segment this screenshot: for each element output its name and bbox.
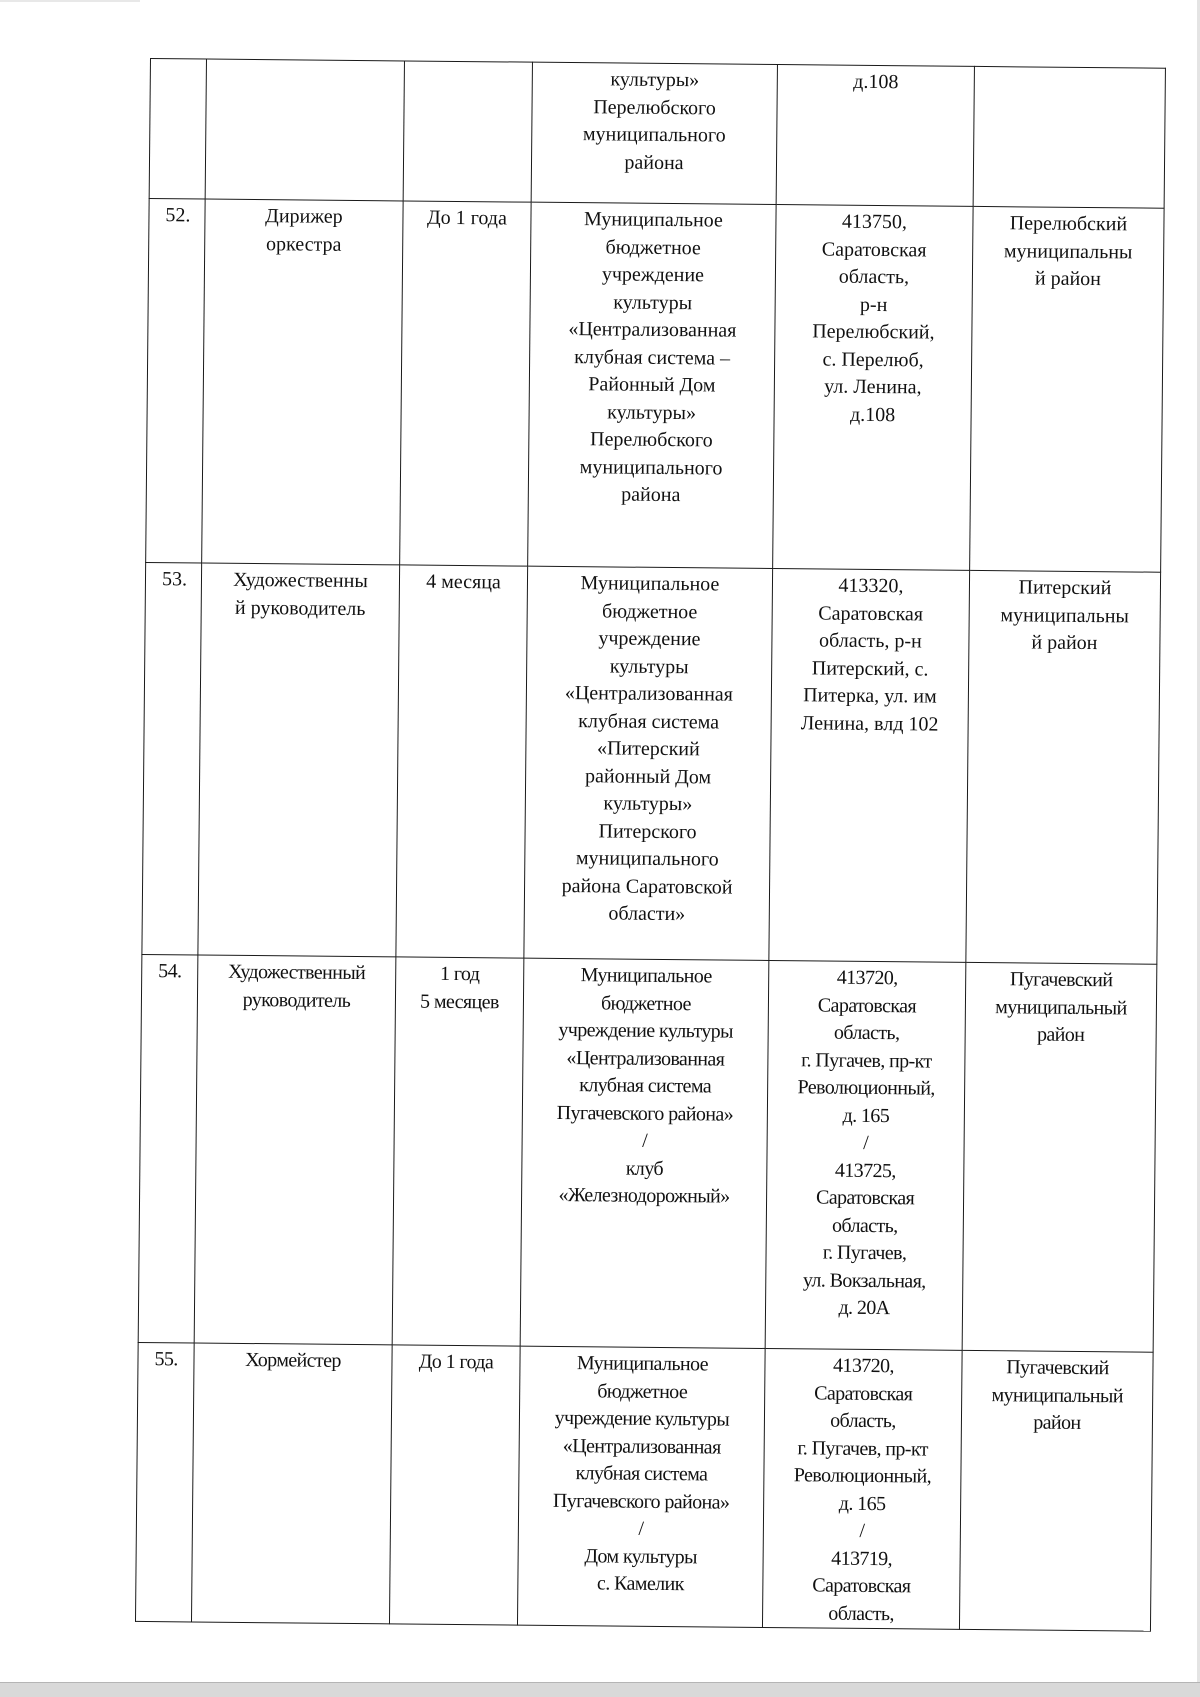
term-cell: До 1 года bbox=[389, 1345, 520, 1625]
table-row bbox=[135, 1342, 1153, 1631]
position-cell: Дирижер оркестра bbox=[202, 199, 403, 565]
table-row bbox=[146, 198, 1164, 572]
table-row bbox=[149, 59, 1165, 209]
position-cell: Художественный руководитель bbox=[194, 955, 396, 1345]
term-cell: 1 год 5 месяцев bbox=[392, 957, 524, 1346]
position-cell: Художественны й руководитель bbox=[198, 563, 400, 957]
district-cell: Пугачевский муниципальный район bbox=[959, 1350, 1153, 1631]
employer-cell: Муниципальное бюджетное учреждение культуры «Централизованная клубная система – Районный Дом культуры» Перелюбского муниципального района bbox=[528, 202, 776, 568]
row-number bbox=[149, 59, 206, 200]
address-cell: 413720, Саратовская область, г. Пугачев, пр-кт Революционный, д. 165 / 413719, Саратовская область, bbox=[762, 1348, 962, 1629]
term-cell bbox=[403, 61, 532, 202]
page-edge-bottom bbox=[0, 1682, 1200, 1697]
employer-cell: культуры» Перелюбского муниципального района bbox=[531, 62, 777, 204]
table-row bbox=[138, 954, 1157, 1352]
district-cell: Пугачевский муниципальный район bbox=[962, 962, 1157, 1352]
address-cell: д.108 bbox=[776, 65, 974, 207]
row-number: 54. bbox=[138, 954, 198, 1343]
employer-cell: Муниципальное бюджетное учреждение культуры «Централизованная клубная система Пугачевского района» / Дом культуры с. Камелик bbox=[517, 1346, 765, 1627]
address-cell: 413750, Саратовская область, р-н Перелюбский, с. Перелюб, ул. Ленина, д.108 bbox=[773, 205, 973, 571]
row-number: 55. bbox=[135, 1342, 194, 1622]
employer-cell: Муниципальное бюджетное учреждение культуры «Централизованная клубная система «Питерский районный Дом культуры» Питерского муниципального района Саратовской области» bbox=[524, 566, 773, 960]
page-edge-top bbox=[0, 0, 140, 2]
table-row bbox=[142, 562, 1161, 964]
vacancy-table bbox=[135, 58, 1166, 1632]
term-cell: 4 месяца bbox=[396, 565, 528, 958]
row-number: 53. bbox=[142, 562, 202, 955]
district-cell: Питерский муниципальны й район bbox=[966, 570, 1161, 964]
address-cell: 413320, Саратовская область, р-н Питерский, с. Питерка, ул. им Ленина, влд 102 bbox=[769, 569, 970, 963]
row-number: 52. bbox=[146, 198, 205, 563]
position-cell: Хормейстер bbox=[191, 1343, 392, 1624]
term-cell: До 1 года bbox=[400, 201, 531, 566]
district-cell bbox=[973, 66, 1165, 208]
address-cell: 413720, Саратовская область, г. Пугачев, пр-кт Революционный, д. 165 / 413725, Саратовская область, г. Пугачев, ул. Вокзальная, д. 20А bbox=[765, 960, 966, 1350]
district-cell: Перелюбский муниципальны й район bbox=[970, 206, 1164, 572]
employer-cell: Муниципальное бюджетное учреждение культуры «Централизованная клубная система Пугачевского района» / клуб «Железнодорожный» bbox=[520, 958, 769, 1348]
position-cell bbox=[205, 59, 404, 201]
